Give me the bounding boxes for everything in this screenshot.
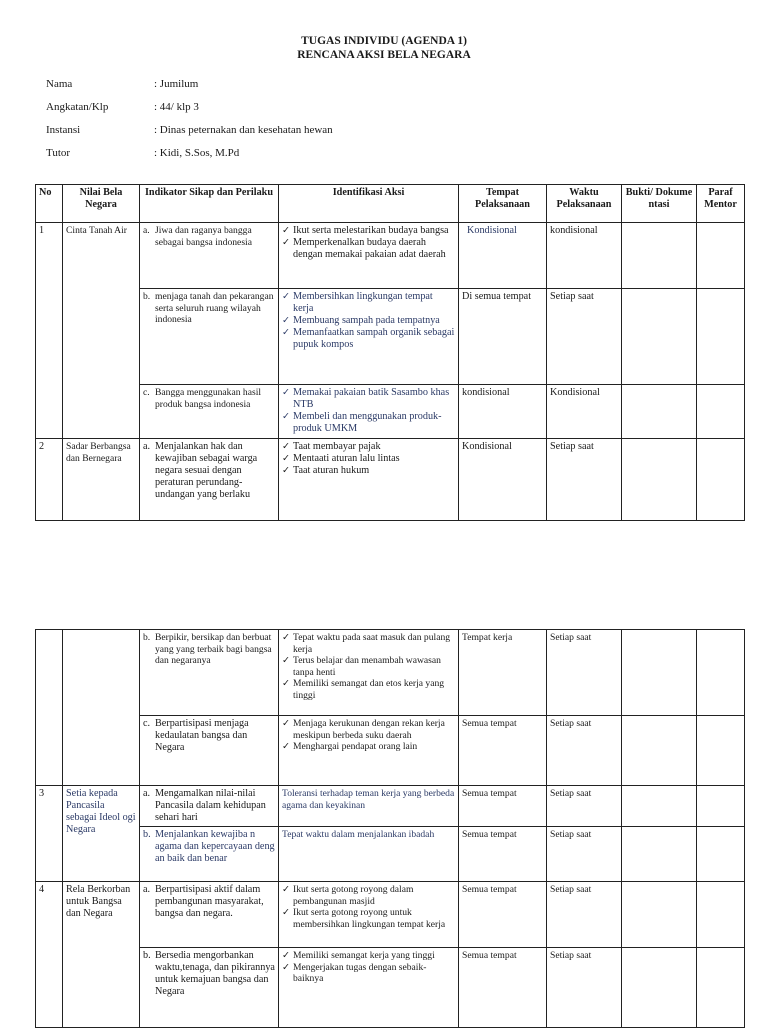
cell-aksi xyxy=(279,948,459,1028)
table-row xyxy=(36,223,745,289)
aksi-item: Taat aturan hukum xyxy=(293,465,370,476)
cell-indikator xyxy=(140,223,279,289)
cell-aksi xyxy=(279,716,459,786)
action-plan-table-1 xyxy=(35,184,745,521)
check-icon xyxy=(282,718,293,741)
check-icon xyxy=(282,315,293,327)
check-icon xyxy=(282,884,293,907)
cell-aksi xyxy=(279,289,459,385)
cell-paraf xyxy=(697,948,745,1028)
info-label: Angkatan/Klp xyxy=(46,101,109,113)
col-header: Indikator Sikap dan Perilaku xyxy=(140,185,279,223)
document-title xyxy=(0,34,768,62)
cell-nilai xyxy=(63,630,140,786)
indikator-key: b. xyxy=(143,632,151,643)
col-header: Waktu Pelaksanaan xyxy=(547,185,622,223)
aksi-item: Terus belajar dan menambah wawasan tanpa henti xyxy=(293,655,441,678)
cell-bukti xyxy=(622,716,697,786)
check-icon xyxy=(282,465,293,477)
cell-bukti xyxy=(622,786,697,827)
cell-waktu: Setiap saat xyxy=(547,786,622,827)
cell-tempat: Semua tempat xyxy=(459,827,547,882)
identity-block xyxy=(46,78,333,170)
cell-aksi xyxy=(279,630,459,716)
check-icon xyxy=(282,387,293,411)
table-row xyxy=(36,882,745,948)
aksi-item: Mengerjakan tugas dengan sebaik-baiknya xyxy=(293,961,427,984)
aksi-item: Memanfaatkan sampah organik sebagai pupuk kompos xyxy=(293,327,455,350)
check-icon xyxy=(282,291,293,315)
cell-no: 4 xyxy=(36,882,63,1028)
cell-aksi xyxy=(279,439,459,521)
col-header: Bukti/ Dokume ntasi xyxy=(622,185,697,223)
cell-indikator xyxy=(140,827,279,882)
col-header: Tempat Pelaksanaan xyxy=(459,185,547,223)
indikator-text: Menjalankan hak dan kewajiban sebagai warga negara sesuai dengan peraturan perundang- undangan yang berlaku xyxy=(155,441,258,500)
cell-tempat: Kondisional xyxy=(459,439,547,521)
cell-nilai: Sadar Berbangsa dan Bernegara xyxy=(63,439,140,521)
cell-tempat: Semua tempat xyxy=(459,786,547,827)
check-icon xyxy=(282,655,293,678)
indikator-key: b. xyxy=(143,291,151,302)
check-icon xyxy=(282,962,293,985)
aksi-item: Ikut serta melestarikan budaya bangsa xyxy=(293,225,449,236)
cell-nilai: Setia kepada Pancasila sebagai Ideol ogi Negara xyxy=(63,786,140,882)
cell-paraf xyxy=(697,385,745,439)
indikator-key: a. xyxy=(143,788,151,799)
cell-waktu: Setiap saat xyxy=(547,948,622,1028)
cell-nilai: Rela Berkorban untuk Bangsa dan Negara xyxy=(63,882,140,1028)
aksi-item: Membeli dan menggunakan produk-produk UMKM xyxy=(293,411,442,434)
table-row xyxy=(36,716,745,786)
aksi-item: Membersihkan lingkungan tempat kerja xyxy=(293,291,433,314)
table-row xyxy=(36,786,745,827)
info-value: : Jumilum xyxy=(154,78,199,90)
cell-waktu: Setiap saat xyxy=(547,827,622,882)
indikator-text: Jiwa dan raganya bangga sebagai bangsa indonesia xyxy=(155,225,252,248)
cell-bukti xyxy=(622,827,697,882)
cell-waktu: Setiap saat xyxy=(547,289,622,385)
cell-waktu: Setiap saat xyxy=(547,882,622,948)
cell-bukti xyxy=(622,289,697,385)
cell-no xyxy=(36,630,63,786)
cell-tempat: Semua tempat xyxy=(459,948,547,1028)
cell-tempat: Semua tempat xyxy=(459,716,547,786)
indikator-text: Mengamalkan nilai-nilai Pancasila dalam kehidupan sehari hari xyxy=(155,788,266,823)
cell-bukti xyxy=(622,882,697,948)
cell-bukti xyxy=(622,385,697,439)
check-icon xyxy=(282,411,293,435)
info-row-instansi xyxy=(46,124,333,147)
indikator-text: Berpikir, bersikap dan berbuat yang yang terbaik bagi bangsa dan negaranya xyxy=(155,632,272,666)
cell-paraf xyxy=(697,882,745,948)
col-header: Nilai Bela Negara xyxy=(63,185,140,223)
cell-no: 2 xyxy=(36,439,63,521)
check-icon xyxy=(282,632,293,655)
indikator-text: Berpartisipasi aktif dalam pembangunan masyarakat, bangsa dan negara. xyxy=(155,884,264,919)
col-header: Identifikasi Aksi xyxy=(279,185,459,223)
indikator-key: b. xyxy=(143,829,151,840)
check-icon xyxy=(282,678,293,701)
indikator-text: menjaga tanah dan pekarangan serta seluruh ruang wilayah indonesia xyxy=(155,291,274,325)
cell-waktu: Setiap saat xyxy=(547,630,622,716)
aksi-item: Membuang sampah pada tempatnya xyxy=(293,315,440,326)
cell-paraf xyxy=(697,630,745,716)
info-value: : 44/ klp 3 xyxy=(154,101,199,113)
check-icon xyxy=(282,453,293,465)
aksi-item: Mentaati aturan lalu lintas xyxy=(293,453,400,464)
table-row xyxy=(36,827,745,882)
check-icon xyxy=(282,950,293,962)
aksi-item: Menjaga kerukunan dengan rekan kerja meskipun berbeda suku daerah xyxy=(293,718,445,741)
aksi-item: Memiliki semangat kerja yang tinggi xyxy=(293,950,435,961)
table-row xyxy=(36,439,745,521)
title-line-1: TUGAS INDIVIDU (AGENDA 1) xyxy=(301,35,467,47)
aksi-item: Memperkenalkan budaya daerah dengan memakai pakaian adat daerah xyxy=(293,237,446,260)
indikator-key: a. xyxy=(143,884,151,895)
cell-indikator xyxy=(140,630,279,716)
title-line-2: RENCANA AKSI BELA NEGARA xyxy=(297,49,471,61)
indikator-key: b. xyxy=(143,950,151,961)
cell-paraf xyxy=(697,289,745,385)
cell-no: 1 xyxy=(36,223,63,439)
cell-tempat: Semua tempat xyxy=(459,882,547,948)
cell-indikator xyxy=(140,882,279,948)
col-header: Paraf Mentor xyxy=(697,185,745,223)
info-label: Instansi xyxy=(46,124,81,136)
aksi-item: Menghargai pendapat orang lain xyxy=(293,741,418,752)
cell-waktu: Setiap saat xyxy=(547,716,622,786)
cell-paraf xyxy=(697,827,745,882)
info-row-nama xyxy=(46,78,333,101)
cell-waktu: kondisional xyxy=(547,223,622,289)
cell-indikator xyxy=(140,289,279,385)
check-icon xyxy=(282,225,293,237)
indikator-key: a. xyxy=(143,225,150,236)
aksi-item: Tepat waktu pada saat masuk dan pulang kerja xyxy=(293,632,451,655)
indikator-text: Berpartisipasi menjaga kedaulatan bangsa dan Negara xyxy=(155,718,249,753)
cell-bukti xyxy=(622,630,697,716)
indikator-text: Bersedia mengorbankan waktu,tenaga, dan pikirannya untuk kemajuan bangsa dan Negara xyxy=(155,950,275,997)
cell-no: 3 xyxy=(36,786,63,882)
info-row-angkatan xyxy=(46,101,333,124)
cell-nilai: Cinta Tanah Air xyxy=(63,223,140,439)
cell-paraf xyxy=(697,439,745,521)
cell-tempat: kondisional xyxy=(459,385,547,439)
col-header: No xyxy=(36,185,63,223)
cell-paraf xyxy=(697,223,745,289)
aksi-item: Taat membayar pajak xyxy=(293,441,381,452)
cell-aksi xyxy=(279,223,459,289)
check-icon xyxy=(282,741,293,753)
indikator-key: c. xyxy=(143,718,151,729)
indikator-text: Menjalankan kewajiba n agama dan kepercayaan deng an baik dan benar xyxy=(155,829,275,864)
cell-tempat: Tempat kerja xyxy=(459,630,547,716)
check-icon xyxy=(282,237,293,261)
cell-paraf xyxy=(697,716,745,786)
aksi-item: Memakai pakaian batik Sasambo khas NTB xyxy=(293,387,450,410)
check-icon xyxy=(282,327,293,351)
cell-indikator xyxy=(140,948,279,1028)
indikator-key: c. xyxy=(143,387,150,398)
cell-aksi: Tepat waktu dalam menjalankan ibadah xyxy=(279,827,459,882)
table-row xyxy=(36,630,745,716)
cell-bukti xyxy=(622,948,697,1028)
table-row xyxy=(36,289,745,385)
indikator-key: a. xyxy=(143,441,151,452)
check-icon xyxy=(282,907,293,930)
info-label: Tutor xyxy=(46,147,71,159)
cell-indikator xyxy=(140,385,279,439)
info-value: : Kidi, S.Sos, M.Pd xyxy=(154,147,240,159)
cell-waktu: Kondisional xyxy=(547,385,622,439)
header-row xyxy=(36,185,745,223)
action-plan-table-2 xyxy=(35,629,745,1028)
info-value: : Dinas peternakan dan kesehatan hewan xyxy=(154,124,333,136)
cell-aksi xyxy=(279,385,459,439)
cell-paraf xyxy=(697,786,745,827)
info-label: Nama xyxy=(46,78,73,90)
cell-aksi xyxy=(279,882,459,948)
cell-tempat: Di semua tempat xyxy=(459,289,547,385)
aksi-item: Ikut serta gotong royong dalam pembangunan masjid xyxy=(293,884,414,907)
aksi-item: Memiliki semangat dan etos kerja yang tinggi xyxy=(293,678,445,701)
cell-aksi: Toleransi terhadap teman kerja yang berbeda agama dan keyakinan xyxy=(279,786,459,827)
cell-bukti xyxy=(622,439,697,521)
cell-bukti xyxy=(622,223,697,289)
check-icon xyxy=(282,441,293,453)
cell-indikator xyxy=(140,439,279,521)
cell-tempat: Kondisional xyxy=(459,223,547,289)
cell-waktu: Setiap saat xyxy=(547,439,622,521)
table-row xyxy=(36,948,745,1028)
aksi-item: Ikut serta gotong royong untuk membersihkan lingkungan tempat kerja xyxy=(293,907,446,930)
indikator-text: Bangga menggunakan hasil produk bangsa indonesia xyxy=(155,387,262,410)
table-row xyxy=(36,385,745,439)
cell-indikator xyxy=(140,786,279,827)
info-row-tutor xyxy=(46,147,333,170)
cell-indikator xyxy=(140,716,279,786)
